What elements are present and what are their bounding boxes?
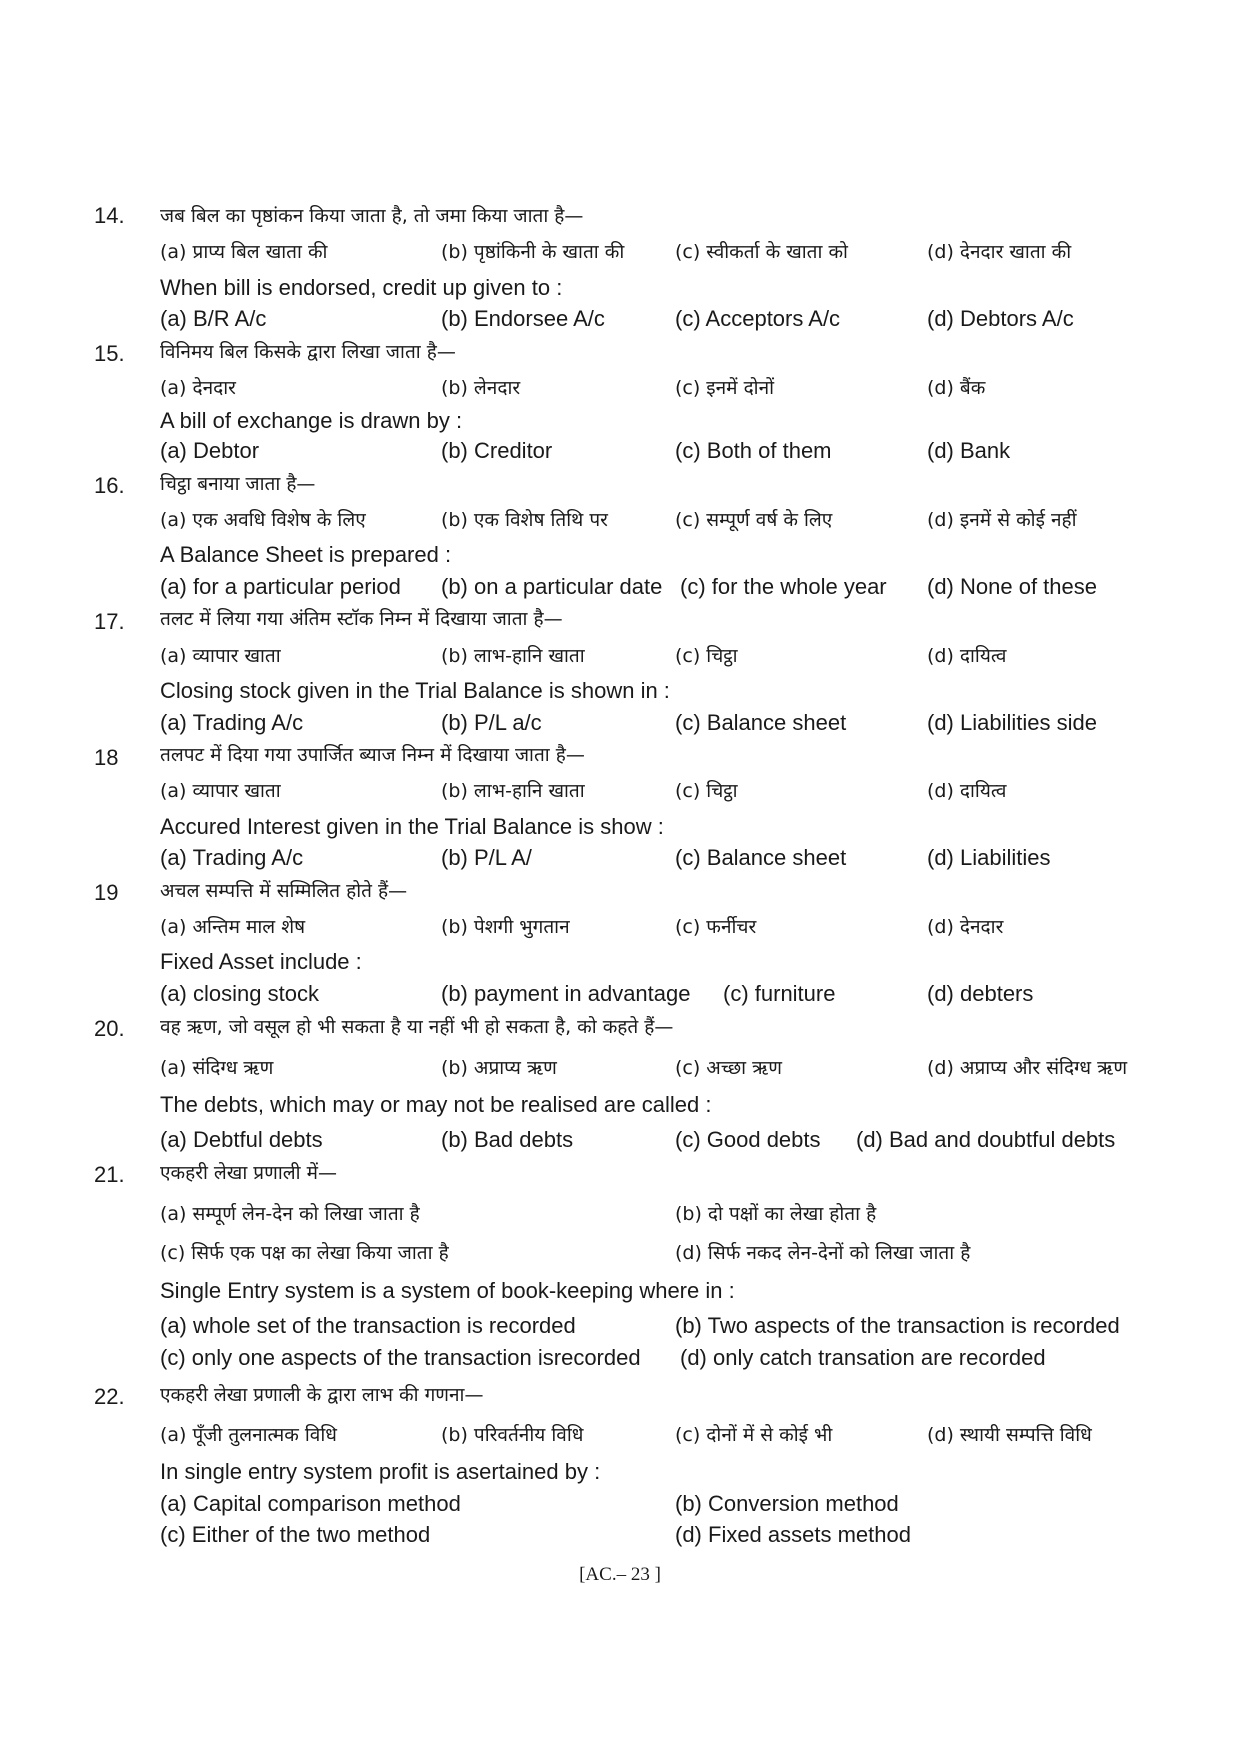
option-english: (c) for the whole year	[680, 574, 887, 599]
option-hindi: (a) सम्पूर्ण लेन-देन को लिखा जाता है	[160, 1203, 420, 1225]
option-hindi: (c) सम्पूर्ण वर्ष के लिए	[675, 509, 833, 531]
option-english: (c) Acceptors A/c	[675, 306, 841, 331]
option-hindi: (a) व्यापार खाता	[160, 645, 281, 667]
question-number: 21.	[94, 1162, 125, 1187]
question-number: 18	[94, 745, 119, 770]
option-english: (a) Trading A/c	[160, 710, 304, 735]
question-hindi: वह ऋण, जो वसूल हो भी सकता है या नहीं भी हो सकता है, को कहते हैं—	[160, 1016, 674, 1038]
option-english: (b) payment in advantage	[441, 981, 691, 1006]
question-english: When bill is endorsed, credit up given to :	[160, 275, 563, 300]
option-english: (d) Liabilities side	[927, 710, 1097, 735]
question-number: 20.	[94, 1016, 125, 1041]
question-number: 14.	[94, 203, 125, 228]
option-hindi: (b) दो पक्षों का लेखा होता है	[675, 1203, 877, 1225]
option-hindi: (c) अच्छा ऋण	[675, 1057, 783, 1079]
option-english: (d) Bank	[927, 438, 1011, 463]
option-english: (d) only catch transation are recorded	[680, 1345, 1046, 1370]
option-hindi: (c) इनमें दोनों	[675, 377, 775, 399]
option-english: (a) Capital comparison method	[160, 1491, 461, 1516]
question-english: In single entry system profit is asertained by :	[160, 1459, 601, 1484]
option-english: (b) on a particular date	[441, 574, 663, 599]
question-english: A bill of exchange is drawn by :	[160, 408, 463, 433]
option-hindi: (a) संदिग्ध ऋण	[160, 1057, 274, 1079]
question-english: The debts, which may or may not be realised are called :	[160, 1092, 712, 1117]
option-hindi: (b) पृष्ठांकिनी के खाता की	[441, 241, 625, 263]
option-hindi: (d) स्थायी सम्पत्ति विधि	[927, 1424, 1092, 1446]
option-english: (a) for a particular period	[160, 574, 401, 599]
option-hindi: (d) अप्राप्य और संदिग्ध ऋण	[927, 1057, 1128, 1079]
option-english: (d) debters	[927, 981, 1034, 1006]
option-english: (d) Bad and doubtful debts	[856, 1127, 1116, 1152]
option-english: (a) B/R A/c	[160, 306, 267, 331]
option-hindi: (d) दायित्व	[927, 780, 1007, 802]
option-english: (d) None of these	[927, 574, 1097, 599]
option-english: (c) Good debts	[675, 1127, 821, 1152]
option-hindi: (d) देनदार खाता की	[927, 241, 1072, 263]
option-english: (c) only one aspects of the transaction isrecorded	[160, 1345, 641, 1370]
option-english: (b) Conversion method	[675, 1491, 899, 1516]
question-english: Closing stock given in the Trial Balance is shown in :	[160, 678, 670, 703]
option-hindi: (d) इनमें से कोई नहीं	[927, 509, 1077, 531]
option-hindi: (b) लेनदार	[441, 377, 521, 399]
option-hindi: (b) पेशगी भुगतान	[441, 916, 570, 938]
option-english: (d) Debtors A/c	[927, 306, 1074, 331]
question-hindi: जब बिल का पृष्ठांकन किया जाता है, तो जमा किया जाता है—	[160, 205, 584, 227]
option-hindi: (c) फर्नीचर	[675, 916, 757, 938]
option-hindi: (a) व्यापार खाता	[160, 780, 281, 802]
option-hindi: (b) लाभ-हानि खाता	[441, 645, 585, 667]
option-english: (b) P/L a/c	[441, 710, 542, 735]
option-english: (c) Both of them	[675, 438, 832, 463]
option-hindi: (a) पूँजी तुलनात्मक विधि	[160, 1424, 337, 1446]
question-english: Fixed Asset include :	[160, 949, 362, 974]
option-hindi: (a) एक अवधि विशेष के लिए	[160, 509, 366, 531]
option-hindi: (b) अप्राप्य ऋण	[441, 1057, 557, 1079]
option-hindi: (a) प्राप्य बिल खाता की	[160, 241, 328, 263]
question-hindi: तलपट में दिया गया उपार्जित ब्याज निम्न में दिखाया जाता है—	[160, 744, 585, 766]
question-hindi: तलट में लिया गया अंतिम स्टॉक निम्न में दिखाया जाता है—	[160, 608, 563, 630]
question-english: A Balance Sheet is prepared :	[160, 542, 452, 567]
option-english: (a) Debtful debts	[160, 1127, 323, 1152]
question-hindi: एकहरी लेखा प्रणाली में—	[160, 1162, 337, 1184]
option-hindi: (d) दायित्व	[927, 645, 1007, 667]
option-hindi: (d) सिर्फ नकद लेन-देनों को लिखा जाता है	[675, 1242, 971, 1264]
option-english: (c) Balance sheet	[675, 845, 847, 870]
option-english: (b) Two aspects of the transaction is recorded	[675, 1313, 1120, 1338]
question-hindi: विनिमय बिल किसके द्वारा लिखा जाता है—	[160, 341, 456, 363]
option-hindi: (a) अन्तिम माल शेष	[160, 916, 306, 938]
option-english: (a) whole set of the transaction is recorded	[160, 1313, 576, 1338]
question-number: 15.	[94, 341, 125, 366]
question-number: 16.	[94, 473, 125, 498]
question-number: 22.	[94, 1384, 125, 1409]
option-english: (b) Endorsee A/c	[441, 306, 605, 331]
option-english: (d) Liabilities	[927, 845, 1051, 870]
option-hindi: (c) चिट्ठा	[675, 780, 738, 802]
option-english: (a) Debtor	[160, 438, 260, 463]
option-hindi: (b) एक विशेष तिथि पर	[441, 509, 608, 531]
option-english: (a) closing stock	[160, 981, 319, 1006]
question-english: Accured Interest given in the Trial Balance is show :	[160, 814, 664, 839]
page-footer: [AC.– 23 ]	[579, 1564, 661, 1585]
option-hindi: (b) परिवर्तनीय विधि	[441, 1424, 584, 1446]
option-english: (b) Creditor	[441, 438, 553, 463]
option-english: (b) Bad debts	[441, 1127, 574, 1152]
option-hindi: (d) बैंक	[927, 377, 986, 399]
option-hindi: (c) सिर्फ एक पक्ष का लेखा किया जाता है	[160, 1242, 449, 1264]
option-english: (c) furniture	[723, 981, 836, 1006]
option-hindi: (b) लाभ-हानि खाता	[441, 780, 585, 802]
question-hindi: एकहरी लेखा प्रणाली के द्वारा लाभ की गणना—	[160, 1384, 484, 1406]
question-number: 19	[94, 880, 119, 905]
option-hindi: (a) देनदार	[160, 377, 236, 399]
option-hindi: (c) स्वीकर्ता के खाता को	[675, 241, 848, 263]
question-english: Single Entry system is a system of book-keeping where in :	[160, 1278, 735, 1303]
question-number: 17.	[94, 609, 125, 634]
option-english: (b) P/L A/	[441, 845, 532, 870]
option-hindi: (d) देनदार	[927, 916, 1004, 938]
option-hindi: (c) चिट्ठा	[675, 645, 738, 667]
option-english: (d) Fixed assets method	[675, 1522, 911, 1547]
option-hindi: (c) दोनों में से कोई भी	[675, 1424, 833, 1446]
question-hindi: अचल सम्पत्ति में सम्मिलित होते हैं—	[160, 880, 408, 902]
option-english: (c) Balance sheet	[675, 710, 847, 735]
option-english: (a) Trading A/c	[160, 845, 304, 870]
question-hindi: चिट्ठा बनाया जाता है—	[160, 473, 316, 495]
option-english: (c) Either of the two method	[160, 1522, 431, 1547]
